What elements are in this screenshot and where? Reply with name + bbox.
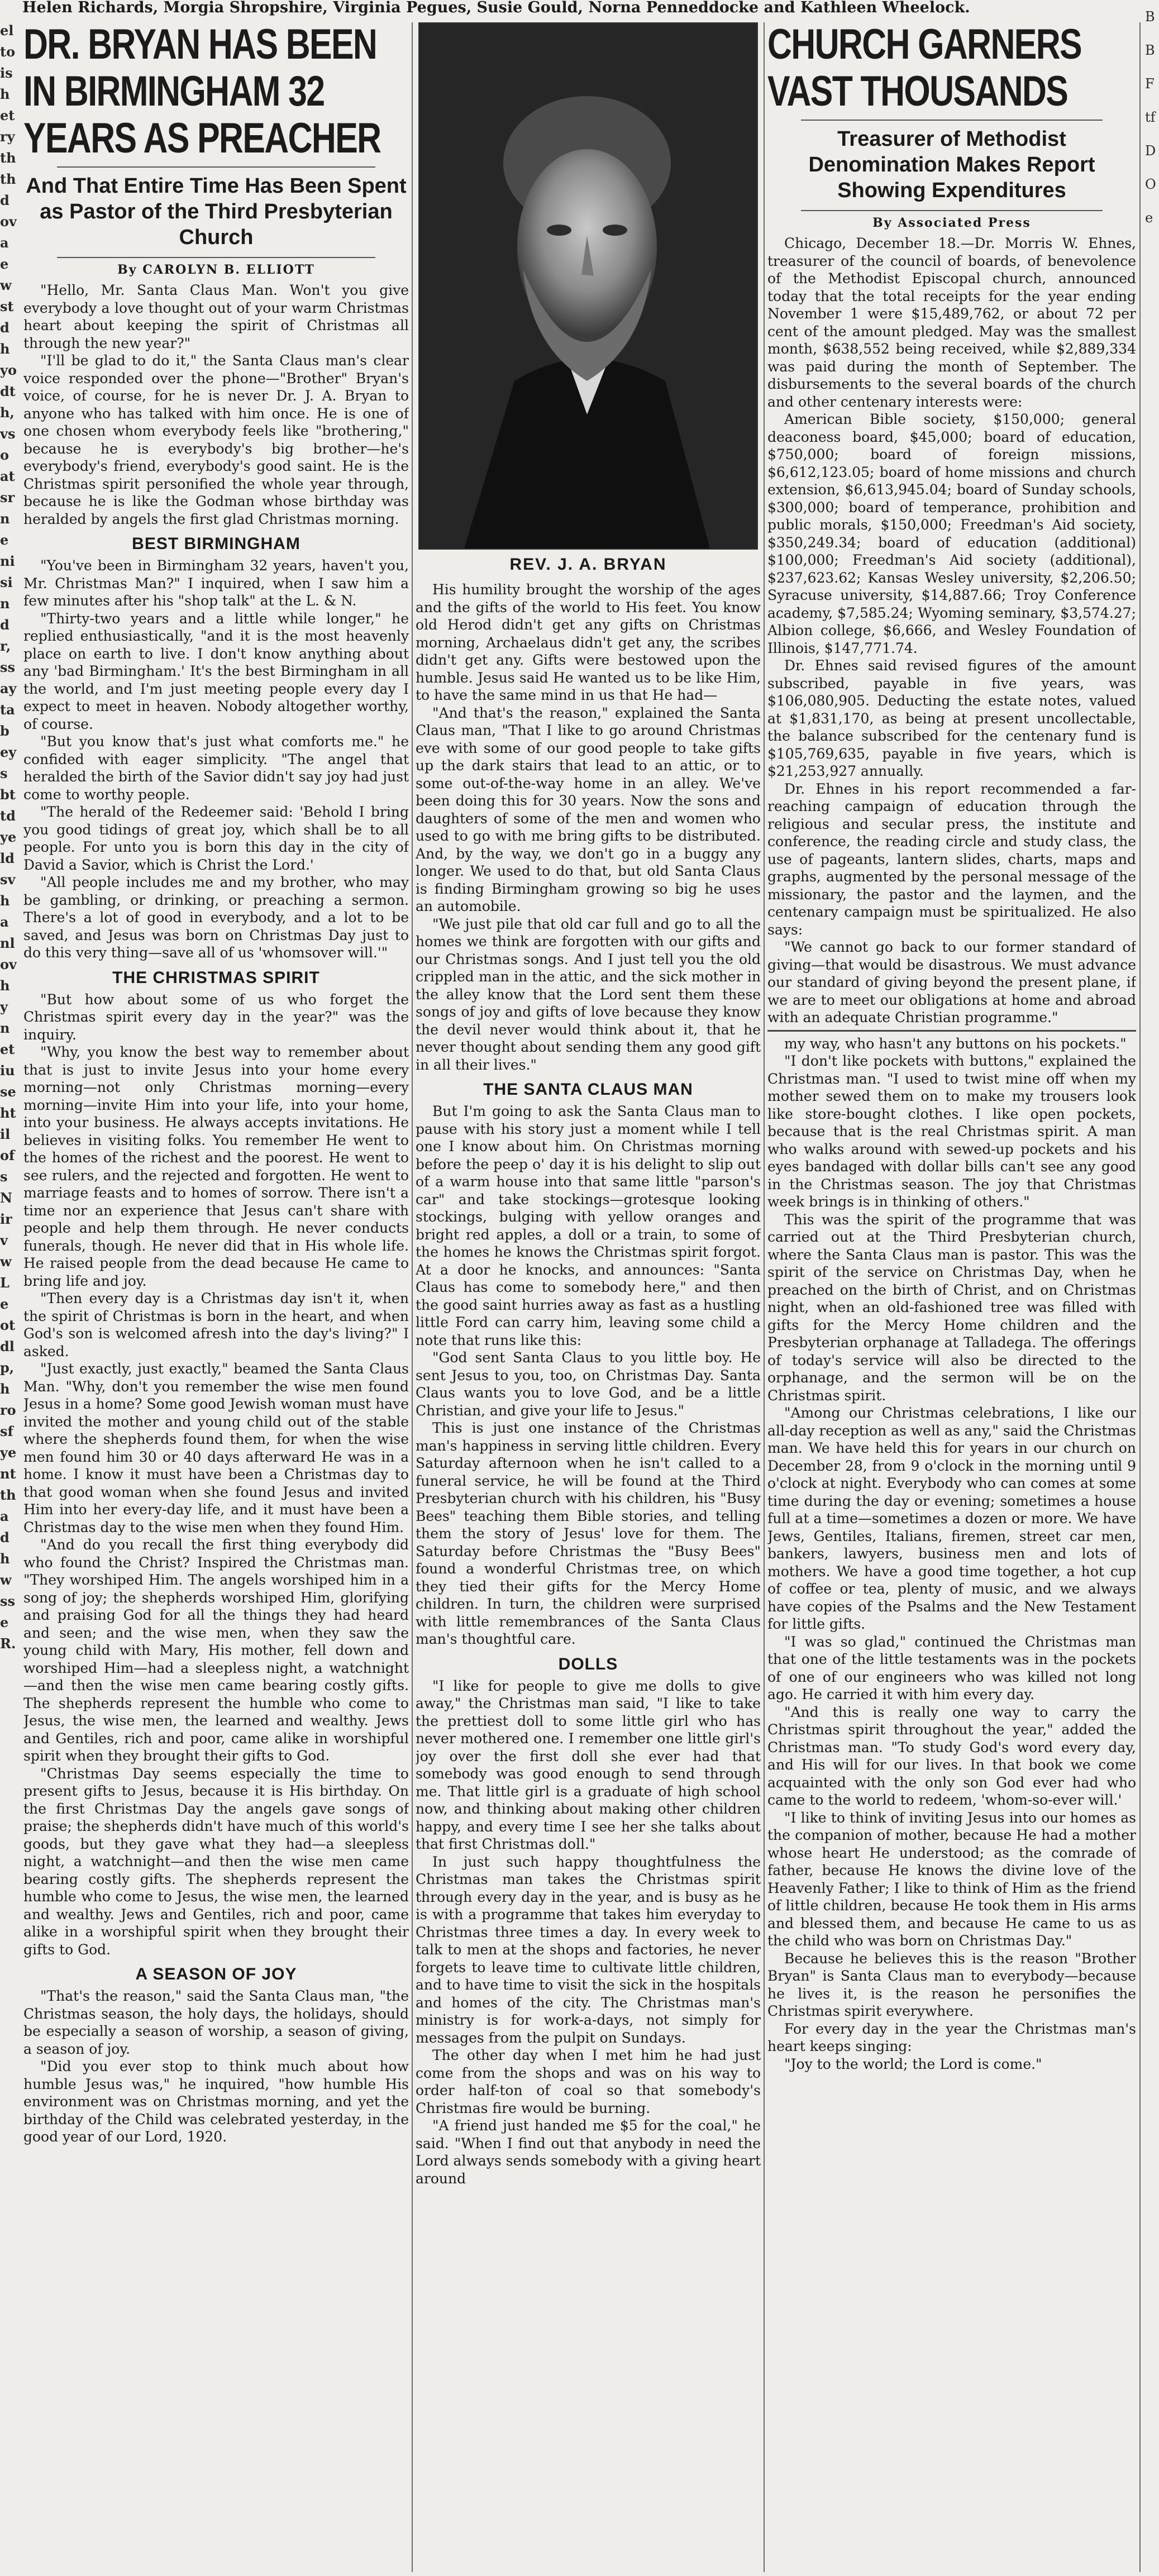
portrait-illustration	[419, 23, 757, 548]
paragraph: "But how about some of us who forget the Christmas spirit every day in the year?" was the inquiry.	[23, 991, 409, 1043]
paragraph: "Why, you know the best way to remember about that is just to invite Jesus into your home every morning—not only Christmas morning—every morning—invite Him into your life, into your home, into your business. He always accepts invitations. He believes in visiting folks. You remember He went to the homes of the richest and the poorest. He went to see rulers, and the rejected and forgotten. He went to marriage feasts and to homes of sorrow. There isn't a time nor an experience that Jesus can't share with people and help them through. He never conducts funerals, though. He never did that in His whole life. He raised people from the dead because He came to bring life and joy.	[23, 1044, 409, 1289]
paragraph: "But you know that's just what comforts me." he confided with eager simplicity. "The angel that heralded the birth of the Savior didn't say joy had just come to worthy people.	[23, 733, 409, 803]
paragraph: For every day in the year the Christmas man's heart keeps singing:	[767, 2020, 1136, 2054]
paragraph: "Christmas Day seems especially the time to present gifts to Jesus, because it is His birthday. On the first Christmas Day the angels gave songs of praise; the shepherds didn't have much of this world's goods, but they gave what they had—a sleepless night, a watchnight—and then the wise men came bearing costly gifts. The shepherds represent the humble who come to Jesus, the wise men, the learned and wealthy. Jews and Gentiles, rich and poor, came alike in a worshipful spirit when they brought their gifts to God.	[23, 1765, 409, 1958]
paragraph: "You've been in Birmingham 32 years, haven't you, Mr. Christmas Man?" I inquired, when I saw him a few minutes after his "shop talk" at the L. & N.	[23, 557, 409, 609]
section-divider	[767, 1030, 1136, 1032]
paragraph: This is just one instance of the Christmas man's happiness in serving little children. Every Saturday afternoon when he isn't called to a funeral service, he will be found at the Third Presbyterian church with his children, his "Busy Bees" teaching them Bible stories, and telling them the story of Jesus' love for them. The Saturday before Christmas the "Busy Bees" found a wonderful Christmas tree, on which they tied their gifts for the Mercy Home children. In turn, the children were surprised with little remembrances of the Santa Claus man's thoughtful care.	[416, 1420, 761, 1647]
paragraph: "A friend just handed me $5 for the coal," he said. "When I find out that anybody in need the Lord always sends somebody with a giving heart around	[416, 2117, 761, 2187]
divider	[801, 120, 1103, 121]
column-bryan-article	[23, 21, 409, 2574]
column-rule	[764, 22, 765, 2572]
paragraph: "I'll be glad to do it," the Santa Claus man's clear voice responded over the phone—"Brother" Bryan's voice, of course, for he is never Dr. J. A. Bryan to anyone who has talked with him once. He is one of one chosen whom everybody feels like "brothering," because he is everybody's big brother—he's everybody's friend, everybody's good saint. He is the Christmas spirit personified the whole year through, because he is like the Godman whose birthday was heralded by angels the first glad Christmas morning.	[23, 352, 409, 527]
divider	[57, 166, 375, 168]
divider	[801, 210, 1103, 211]
subheading-season-of-joy: A SEASON OF JOY	[135, 1965, 297, 1983]
paragraph: "And this is really one way to carry the Christmas spirit throughout the year," added the Christmas man. "To study God's word every day, and His will for our lives. In that book we come acquainted with the only son God ever had who came to the world to redeem, 'whom-so-ever will.'	[767, 1704, 1136, 1808]
paragraph: American Bible society, $150,000; general deaconess board, $45,000; board of education, $750,000; board of foreign missions, $6,612,123.05; board of home missions and church extension, $6,613,945.04; board of Sunday schools, $300,000; board of temperance, prohibition and public morals, $150,000; Freedman's Aid society, $350,249.34; board of education (additional) $100,000; Freedman's Aid society (additional), $237,623.62; Kansas Wesley university, $2,206.50; Syracuse university, $14,887.66; Troy Conference academy, $7,585.24; Wyoming seminary, $3,574.27; Albion college, $6,666, and Wesley Foundation of Illinois, $147,771.74.	[767, 411, 1136, 656]
paragraph: The other day when I met him he had just come from the shops and was on his way to order half-ton of coal so that somebody's Christmas fire would be burning.	[416, 2047, 761, 2116]
paragraph: "Among our Christmas celebrations, I like our all-day reception as well as any," said the Christmas man. We have held this for years in our church on December 28, from 9 o'clock in the morning until 9 o'clock at night. Everybody who can comes at some time during the day or evening; sometimes a house full at a time—sometimes a dozen or more. We have Jews, Gentiles, Italians, firemen, street car men, bankers, lawyers, business men and lots of mothers. We have a good time together, a hot cup of coffee or tea, plenty of music, and we always have copies of the Psalms and the New Testament for little gifts.	[767, 1405, 1136, 1632]
subheading-best-birmingham: BEST BIRMINGHAM	[132, 535, 301, 553]
right-edge-fragment: BBFtfDOe	[1145, 9, 1156, 226]
paragraph: "Hello, Mr. Santa Claus Man. Won't you give everybody a love thought out of your warm Christmas heart about keeping the spirit of Christmas all through the new year?"	[23, 282, 409, 351]
paragraph: Chicago, December 18.—Dr. Morris W. Ehnes, treasurer of the council of boards, of benevolence of the Methodist Episcopal church, announced today that the total receipts for the year ending November 1 were $15,489,762, or about 72 per cent of the amount pledged. May was the smallest month, $638,552 being received, while $2,889,334 was paid during the month of September. The disbursements to the several boards of the church and other centenary interests were:	[767, 235, 1136, 410]
paragraph: His humility brought the worship of the ages and the gifts of the world to His feet. You know old Herod didn't get any gifts on Christmas morning, Archaelaus didn't get any, the scribes didn't get any. Gifts were bestowed upon the humble. Jesus said He wanted us to be like Him, to have the same mind in us that He had—	[416, 581, 761, 703]
paragraph: my way, who hasn't any buttons on his pockets."	[784, 1035, 1127, 1052]
subheading-santa-claus-man: THE SANTA CLAUS MAN	[483, 1080, 693, 1099]
church-deck: Treasurer of Methodist Denomination Makes Report Showing Expenditures	[808, 127, 1095, 202]
paragraph: "And that's the reason," explained the Santa Claus man, "That I like to go around Christmas eve with some of our good people to take gifts up the dark stairs that lead to an attic, or to some out-of-the-way home in an alley. We've been doing this for 30 years. Now the sons and daughters of some of the men and women who used to go with me bring gifts to be distributed. And, by the way, we don't go in a buggy any longer. We used to do that, but old Santa Claus is finding Birmingham growing so big he uses an automobile.	[416, 704, 761, 914]
paragraph: In just such happy thoughtfulness the Christmas man takes the Christmas spirit through every day in the year, and is busy as he is with a programme that takes him everyday to Christmas three times a day. In every week to talk to men at the shops and factories, he never forgets to leave time to cultivate little children, and to have time to visit the sick in the hospitals and homes of the city. The Christmas man's ministry is for work-a-days, not simply for messages from the pulpit on Sundays.	[416, 1853, 761, 2046]
paragraph: Because he believes this is the reason "Brother Bryan" is Santa Claus man to everybody—because he lives it, is the reason he personifies the Christmas spirit everywhere.	[767, 1950, 1136, 2019]
paragraph: "We cannot go back to our former standard of giving—that would be disastrous. We must advance our standard of giving beyond the present plane, if we are to meet our obligations at home and abroad with an adequate Christian programme."	[767, 939, 1136, 1025]
paragraph: But I'm going to ask the Santa Claus man to pause with his story just a moment while I tell one I know about him. On Christmas morning before the peep o' day it is his delight to slip out of a warm house into that same little "parson's car" and take stockings—grotesque looking stockings, bulging with yellow oranges and bright red apples, a doll or a train, to some of the homes he knows the Christmas spirit forgot. At a door he knocks, and announces: "Santa Claus has come to somebody here," and then the good saint hurries away as fast as a hustling little Ford can carry him, leaving some child a note that runs like this:	[416, 1103, 761, 1348]
subheading-christmas-spirit: THE CHRISTMAS SPIRIT	[112, 968, 320, 987]
paragraph: Dr. Ehnes in his report recommended a far-reaching campaign of education through the religious and secular press, the institute and conference, the reading circle and study class, the use of pageants, lantern slides, charts, maps and graphs, augmented by the personal message of the missionary, the pastor and the laymen, and the centenary campaign must be spiritualized. He also says:	[767, 780, 1136, 938]
bryan-byline: By CAROLYN B. ELLIOTT	[117, 263, 315, 277]
paragraph: "God sent Santa Claus to you little boy. He sent Jesus to you, too, on Christmas Day. Santa Claus wants you to love God, and be a little Christian, and give your life to Jesus."	[416, 1349, 761, 1419]
photo-caption: REV. J. A. BRYAN	[509, 555, 667, 574]
paragraph: "I don't like pockets with buttons," explained the Christmas man. "I used to twist mine off when my mother sewed them on to make my trousers look like store-bought clothes. I like open pockets, because that is the real Christmas spirit. A man who walks around with sewed-up pockets and his eyes bandaged with dollar bills can't see any good in the Christmas season. The joy that Christmas week brings is in thinking of others."	[767, 1053, 1136, 1210]
paragraph: "All people includes me and my brother, who may be gambling, or drinking, or preaching a sermon. There's a lot of good in everybody, and a lot to be saved, and Jesus was born on Christmas Day just to do this very thing—save all of us 'whomsover will.'"	[23, 874, 409, 961]
paragraph: Dr. Ehnes said revised figures of the amount subscribed, payable in five years, was $106,080,905. Deducting the estate notes, valued at $1,831,170, as being at present uncollectable, the balance subscribed for the centenary fund is $105,769,635, payable in five years, which is $21,253,927 annually.	[767, 657, 1136, 779]
column-rule	[412, 22, 413, 2572]
paragraph: "Did you ever stop to think much about how humble Jesus was," he inquired, "how humble His environment was on Christmas morning, and yet the birthday of the Child was celebrated yesterday, in the good year of our Lord, 1920.	[23, 2058, 409, 2145]
column-church-article	[767, 21, 1136, 2574]
paragraph: "That's the reason," said the Santa Claus man, "the Christmas season, the holy days, the holidays, should be especially a season of worship, a season of giving, a season of joy.	[23, 1988, 409, 2057]
bryan-headline: DR. BRYAN HAS BEEN IN BIRMINGHAM 32 YEARS AS PREACHER	[23, 21, 381, 162]
left-edge-fragment: eltoishetryththdovaewstdhyodth,vsoatsrnenisindr,ssaytabeysbttdyeldsvhanlovhynetiusehtilofsNirvwLeotdlp,hrosfyentthadhwsseR.	[0, 22, 17, 1652]
paragraph: "Just exactly, just exactly," beamed the Santa Claus Man. "Why, don't you remember the wise men found Jesus in a home? Some good Jewish woman must have invited the mother and young child out of the stable where the shepherds found them, for when the wise men found him 30 or 40 days afterward He was in a home. I know it must have been a Christmas day to that good woman when she found Jesus and invited Him into her every-day life, and it must have been a Christmas day to the wise men when they found Him.	[23, 1361, 409, 1535]
paragraph: "I like to think of inviting Jesus into our homes as the companion of mother, because He had a mother whose heart He understood; as the comrade of father, because He knows the divine love of the Heavenly Father; I like to think of Him as the friend of little children, because He took them in His arms and blessed them, and because He came to us as the child who was born on Christmas Day."	[767, 1809, 1136, 1949]
column-photo-and-continuation	[416, 21, 761, 2574]
paragraph: "Joy to the world; the Lord is come."	[784, 2055, 1042, 2072]
paragraph: "Thirty-two years and a little while longer," he replied enthusiastically, "and it is the most heavenly place on earth to live. I don't know anything about any 'bad Birmingham.' It's the best Birmingham in all the world, and I'm just meeting people every day I expect to meet in heaven. Nobody altogether worthy, of course.	[23, 610, 409, 732]
bryan-deck: And That Entire Time Has Been Spent as Pastor of the Third Presbyterian Church	[26, 174, 407, 249]
paragraph: This was the spirit of the programme that was carried out at the Third Presbyterian church, where the Santa Claus man is pastor. This was the spirit of the service on Christmas Day, when he preached on the birth of Christ, and on Christmas night, when an old-fashioned tree was filled with gifts for the Mercy Home children and the Presbyterian orphanage at Talladega. The offerings of today's service will also be directed to the orphanage, and the sermon will be on the Christmas spirit.	[767, 1211, 1136, 1404]
paragraph: "The herald of the Redeemer said: 'Behold I bring you good tidings of great joy, which shall be to all people. For unto you is born this day in the city of David a Savior, which is Christ the Lord.'	[23, 804, 409, 873]
paragraph: "I was so glad," continued the Christmas man that one of the little testaments was in the pockets of one of our engineers who was killed not long ago. He carried it with him every day.	[767, 1633, 1136, 1702]
divider	[57, 257, 375, 258]
paragraph: "And do you recall the first thing everybody did who found the Christ? Inspired the Christmas man. "They worshiped Him. The angels worshiped him in a song of joy; the shepherds worshiped Him, glorifying and praising God for all the things they had heard and seen; and the wise men, when they saw the young child with Mary, His mother, fell down and worshiped Him—had a sleepless night, a watchnight—and then the wise men came bearing costly gifts. The shepherds represent the humble who come to Jesus, the wise men, the learned and wealthy. Jews and Gentiles, rich and poor, came alike in worshipful spirit when they brought their gifts to God.	[23, 1537, 409, 1764]
top-line: Helen Richards, Morgia Shropshire, Virginia Pegues, Susie Gould, Norna Penneddocke and Kathleen Wheelock.	[22, 0, 970, 16]
paragraph: "We just pile that old car full and go to all the homes we think are forgotten with our gifts and our Christmas songs. And I just tell you the old crippled man in the attic, and the sick mother in the alley know that the Lord sent them these songs of joy and gifts of love because they know the devil never would think about it, that he never thought about sending them any good gift in all their lives."	[416, 915, 761, 1073]
church-headline: CHURCH GARNERS VAST THOUSANDS	[767, 21, 1081, 115]
paragraph: "I like for people to give me dolls to give away," the Christmas man said, "I like to take the prettiest doll to some little girl who has never mothered one. I remember one little girl's joy over the first doll she ever had that somebody was good enough to send through me. That little girl is a graduate of high school now, and thinking about making other children happy, and every time I see her she talks about that first Christmas doll."	[416, 1677, 761, 1852]
church-byline: By Associated Press	[872, 216, 1031, 230]
column-rule	[1139, 22, 1141, 2572]
portrait-photo	[418, 22, 758, 550]
paragraph: "Then every day is a Christmas day isn't it, when the spirit of Christmas is born in the heart, and when God's son is welcomed afresh into the day's living?" I asked.	[23, 1290, 409, 1359]
subheading-dolls: DOLLS	[558, 1654, 618, 1673]
